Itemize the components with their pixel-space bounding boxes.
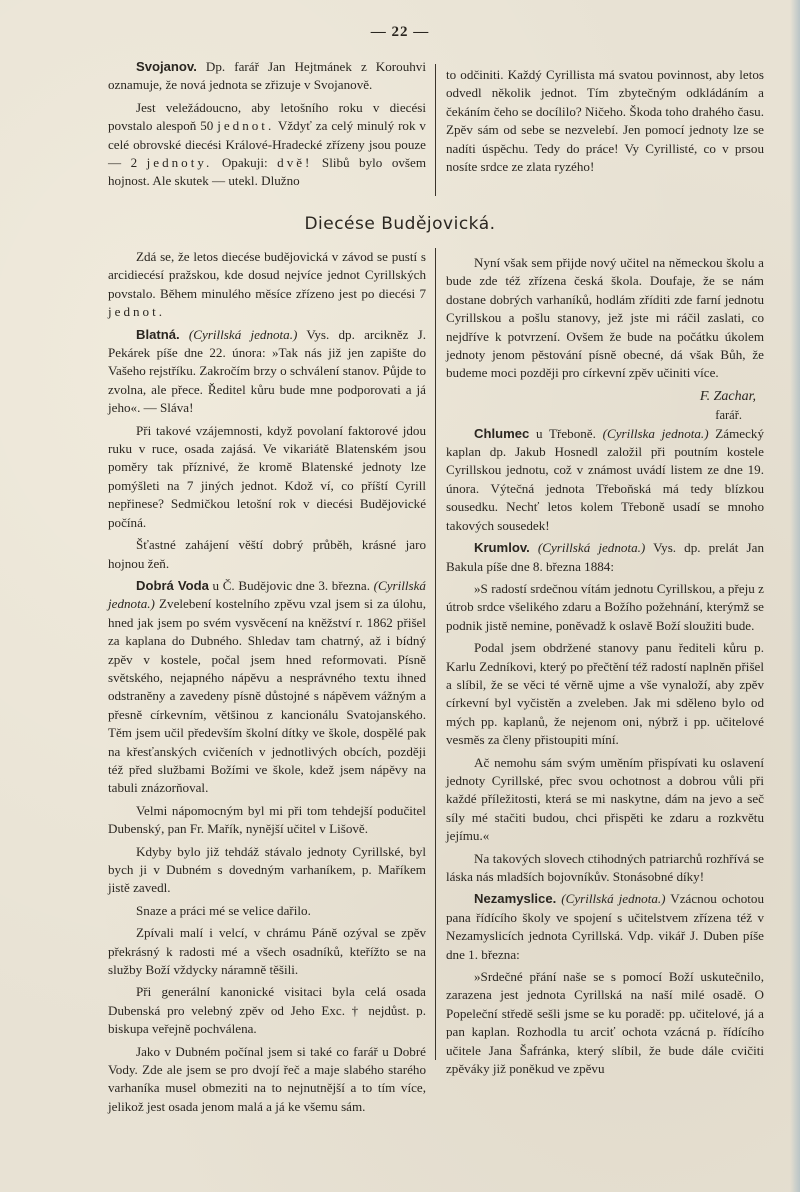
paragraph-chlumec (446, 425, 764, 535)
paragraph-continuation: to odčiniti. Každý Cyrillista má svatou povinnost, aby letos odvedl několik jednot. Tím zbytečným odkládáním a čekáním čeho se docílilo? Ničeho. Škoda toho drahého času. Zpěv sám od sebe se nezvelebí. Jen pomocí jednoty lze se nadíti úspěchu. Tedy do práce! Vy Cyrillisté, co v prsou nosíte srdce ze zlata ryzého! (446, 67, 764, 175)
page-edge (790, 0, 800, 1192)
italic-text: (Cyrillská jednota.) (179, 326, 298, 342)
paragraph-text: Zdá se, že letos diecése budějovická v závod se pustí s arcidiecésí pražskou, kde dosud nejvíce jednot Cyrillských povstalo. Během minulého měsíce zřízeno jest po diecési 7 (108, 249, 426, 301)
paragraph-quote: »Srdečné přání naše se s pomocí Boží uskutečnilo, zarazena jest jednota Cyrillská na naší milé osadě. O Popeleční středě sešli jsme se ku poradě: pp. učitelové, já a pan kaplan. Rozhodla tu arciť ochota vzácná p. řídícího učitele Jana Šafránka, který slíbil, že bude dále cvičiti zpěváky již poněkud ve zpěvu (446, 969, 764, 1077)
paragraph-blatna (108, 326, 426, 418)
paragraph-text: Vys. dp. arcikněz J. Pekárek píše dne 22. února: »Tak nás již jen zapište do Vašeho rejstříku. Zakročím brzy o schválení stanov. Půjde to zvolna, ale přece. Ředitel kůru bude mne podporovati a já jeho«. — Sláva! (108, 326, 426, 416)
column-left (108, 248, 426, 1120)
spaced-text: jednot. (108, 304, 166, 320)
place-heading: Nezamyslice. (474, 891, 557, 907)
signature-role: farář. (715, 408, 742, 423)
paragraph-krumlov (446, 539, 764, 576)
paragraph-text: u Č. Budějovic dne 3. března. (208, 577, 374, 593)
paragraph-quote: »S radostí srdečnou vítám jednotu Cyrillskou, a přeju z útrob srdce všelikého zdaru a Božího požehnání, kterýmž se podnik jistě nemine, poněvadž k oslavě Boží sloužiti bude. (446, 580, 764, 633)
column-divider (435, 248, 436, 1060)
spaced-text: jednoty. (146, 155, 213, 171)
place-heading: Svojanov. (136, 59, 197, 74)
column-top-right (446, 66, 764, 180)
paragraph: Podal jsem obdržené stanovy panu řediteli kůru p. Karlu Zedníkovi, který po přečtění též radostí naplněn přišel a slíbil, že se věci té věrně ujme a vše vynaloží, aby zpěv církevní byl vyčistěn a zveleben. Jak mi sděleno bylo od mých pp. kaplanů, že nejenom oni, nýbrž i pp. učitelové vesměs za členy přistoupiti míní. (446, 640, 764, 748)
paragraph-nezamyslice (446, 890, 764, 964)
paragraph-text: Opakuji: (212, 155, 278, 171)
paragraph: Nyní však sem přijde nový učitel na německou školu a bude zde též zřízena česká škola. Doufaje, že se nám dostane dobrých varhaníků, hodlám zříditi zde farní jednotu Cyrillskou a pošlu stanovy, jež jste mi ráčil zaslati, co nejdříve k potvrzení. Ovšem že bude na počátku úkolem jednoty jenom pěstování písně obecné, dá však Bůh, že budeme moci později pro církevní zpěv učiniti více. (446, 255, 764, 381)
paragraph: Při takové vzájemnosti, když povolaní faktorové jdou ruku v ruce, osada zajásá. Ve vikariátě Blatenském jsou poměry tak příznivé, že kromě Blatenské jednoty lze pomýšleti na 7 jiných jednot. Kdož ví, co příští Cyrill nepřinese? Sedmičkou letošní rok v diecési Budějovické počíná. (108, 422, 426, 530)
section-title: Diecése Budějovická. (304, 214, 496, 234)
paragraph-svojanov (108, 58, 426, 95)
place-heading: Krumlov. (474, 540, 530, 556)
paragraph: Jako v Dubném počínal jsem si také co farář u Dobré Vody. Zde ale jsem se pro dvojí řeč a maje slabého starého varhaníka musel obmeziti na to nejnutnější a to tím více, jelikož jest osada jenom malá a já ke všemu sám. (108, 1043, 426, 1114)
column-divider-top (435, 64, 436, 196)
paragraph: Šťastné zahájení věští dobrý průběh, krásné jaro hojnou žeň. (108, 537, 426, 571)
paragraph-dobra-voda (108, 577, 426, 798)
italic-text: (Cyrillská jednota.) (108, 577, 426, 612)
paragraph-text: Slibů bylo ovšem hojnost. Ale skutek — utekl. Dlužno (108, 155, 427, 189)
paragraph: Snaze a práci mé se velice dařilo. (136, 902, 311, 918)
italic-text: (Cyrillska jednota.) (602, 425, 709, 441)
paragraph: Zpívali malí i velcí, v chrámu Páně ozýval se zpěv překrásný k radosti mé a všech osadníků, kteřížto se na služby Boží vždycky náramně těšili. (108, 925, 426, 978)
paragraph: Ač nemohu sám svým uměním přispívati ku oslavení jednoty Cyrillské, přec svou ochotnost a dobrou vůli při každé příležitosti, která se mi naskytne, dám na jevo a seč síly mé stačiti budou, chci přispěti ke zdaru a rozkvětu jejímu.« (446, 754, 764, 844)
spaced-text: jednot. (217, 118, 275, 134)
spaced-text: dvě! (277, 155, 313, 171)
paragraph-text: Zámecký kaplan dp. Jakub Hosnedl založil při poutním kostele Cyrillskou jednotu, což v známost uvádí listem ze dne 19. února. Výtečná jednota Třeboňská má tedy blízkou sousedku. Nechť letos kolem Třeboně usadí se mnoho takových sousedek! (446, 425, 764, 533)
signature-name: F. Zachar, (699, 388, 756, 404)
paragraph-text: Zvelebení kostelního zpěvu vzal jsem si za úlohu, hned jak jsem po svém vysvěcení na kněžství r. 1862 přišel za kaplana do Dubného. Shledav tam chatrný, až i bídný zpěv v kostele, počal jsem hned reformovati. Písně světského, nejapného nápěvu a nesprávného textu ihned odstraněny a zavedeny písně důstojné s nápěvem vážným a přesně církevním, většinou z kancionálu Svatojanského. Těm jsem učil především školní dítky ve škole, dospělé pak na křesťanských cvičeních v jednotlivých obcích, později též před službami Božími ve škole, kdež jsem nápěvy na tabuli znázorňoval. (108, 596, 426, 796)
paragraph-intro (108, 248, 426, 322)
paragraph-appeal (108, 99, 426, 191)
paragraph: Velmi nápomocným byl mi při tom tehdejší podučitel Dubenský, pan Fr. Mařík, nynější učitel v Lišově. (108, 802, 426, 837)
paragraph-text: u Třeboně. (529, 425, 603, 441)
column-right (446, 254, 764, 1082)
italic-text: (Cyrillská jednota.) (529, 540, 646, 556)
place-heading: Blatná. (136, 326, 180, 342)
place-heading: Dobrá Voda (136, 577, 209, 593)
paragraph: Kdyby bylo již tehdáž stávalo jednoty Cyrillské, byl bych ji v Dubném s dovedným varhaníkem, p. Maříkem jistě zavedl. (108, 843, 426, 896)
paragraph-text: Jest veležádoucno, aby letošního roku v diecési povstalo alespoň 50 (108, 99, 426, 134)
paragraph-text: Vys. dp. prelát Jan Bakula píše dne 8. března 1884: (446, 540, 765, 574)
signature (446, 387, 764, 425)
paragraph: Na takových slovech ctihodných patriarchů rozhřívá se láska nás mladších bojovníkův. Stonásobné díky! (446, 850, 764, 884)
column-top-left (108, 58, 426, 195)
paragraph-text: Vzácnou ochotou pana řídícího školy ve spojení s učitelstvem zřízena též v Nezamyslicích jednota Cyrillská. Vdp. vikář J. Duben píše dne 1. března: (446, 891, 764, 962)
paragraph-text: Dp. farář Jan Hejtmánek z Korouhvi oznamuje, že nová jednota se zřizuje v Svojanově. (108, 59, 426, 93)
italic-text: (Cyrillská jednota.) (556, 891, 666, 907)
place-heading: Chlumec (474, 425, 530, 441)
paragraph: Při generální kanonické visitaci byla celá osada Dubenská pro velebný zpěv od Jeho Exc. † nejdůst. p. biskupa veřejně pochválena. (108, 984, 426, 1037)
paragraph-text: Vždyť za celý minulý rok v celé obrovské diecési Králové-Hradecké zřízeny jsou pouze — 2 (108, 118, 426, 171)
page-number: — 22 — (370, 24, 430, 40)
